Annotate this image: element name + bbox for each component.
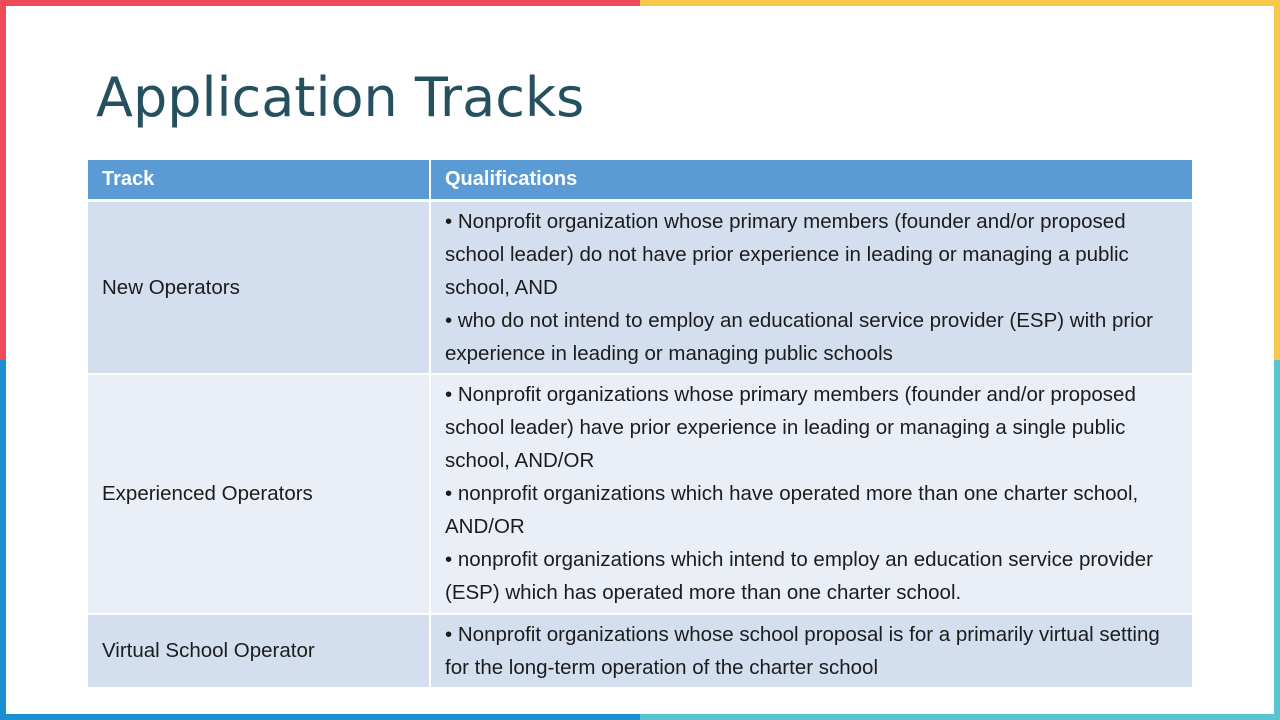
application-tracks-table (88, 160, 1192, 689)
frame-bottom-left-border (0, 714, 640, 720)
qualification-item: • Nonprofit organizations whose school proposal is for a primarily virtual setting for the long-term operation of the charter school (445, 622, 1160, 679)
track-cell: Virtual School Operator (88, 614, 430, 688)
frame-left-bottom-border (0, 360, 6, 720)
frame-top-left-border (0, 0, 640, 6)
track-cell: New Operators (88, 200, 430, 374)
qualifications-cell (430, 614, 1192, 688)
qualification-item: • Nonprofit organizations whose primary members (founder and/or proposed school leader) have prior experience in leading or managing a single public school, AND/OR (445, 383, 1136, 472)
track-cell: Experienced Operators (88, 374, 430, 614)
frame-bottom-right-border (640, 714, 1280, 720)
header-qualifications: Qualifications (430, 160, 1192, 200)
qualification-item: • nonprofit organizations which intend to employ an education service provider (ESP) which has operated more than one charter school. (445, 548, 1154, 604)
table-row-virtual-school-operator (88, 614, 1192, 688)
frame-right-top-border (1274, 0, 1280, 360)
qualifications-cell (430, 200, 1192, 374)
frame-left-top-border (0, 0, 6, 360)
header-track: Track (88, 160, 430, 200)
table-row-new-operators (88, 200, 1192, 374)
frame-right-bottom-border (1274, 360, 1280, 720)
slide-title: Application Tracks (96, 66, 585, 129)
qualification-item: • who do not intend to employ an educational service provider (ESP) with prior experience in leading or managing public schools (445, 308, 1153, 365)
qualifications-cell (430, 374, 1192, 614)
table-row-experienced-operators (88, 374, 1192, 614)
frame-top-right-border (640, 0, 1280, 6)
qualification-item: • Nonprofit organization whose primary members (founder and/or proposed school leader) do not have prior experience in leading or managing a public school, AND (445, 209, 1129, 299)
table-header-row (88, 160, 1192, 200)
qualification-item: • nonprofit organizations which have operated more than one charter school, AND/OR (445, 482, 1139, 538)
